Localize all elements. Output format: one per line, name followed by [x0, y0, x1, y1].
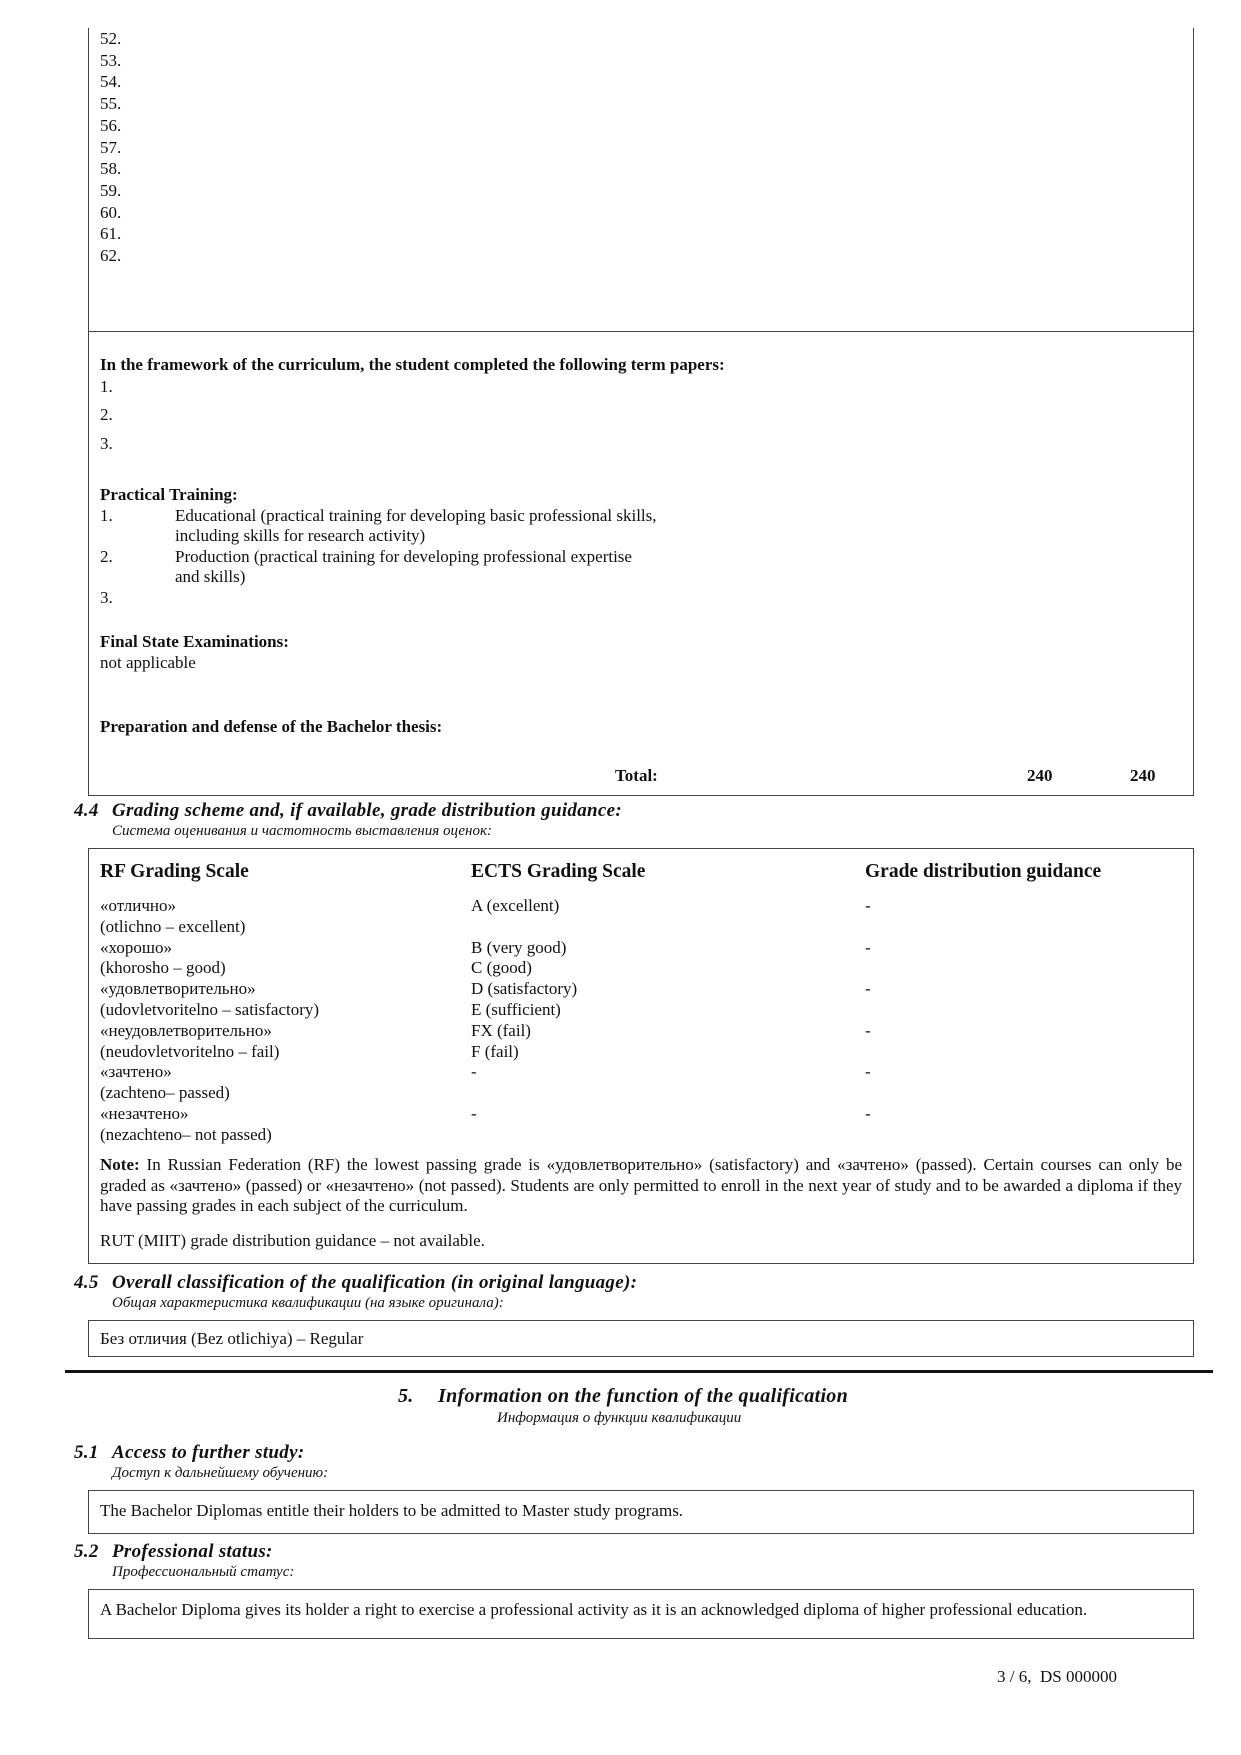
final-exams-value: not applicable: [100, 653, 196, 672]
section-5-1-heading: [74, 1442, 304, 1464]
section-title: Information on the function of the qualification: [438, 1385, 849, 1407]
total-label: Total:: [615, 766, 658, 785]
rf-grade-line: (udovletvoritelno – satisfactory): [100, 999, 320, 1019]
term-paper-item: 3.: [100, 434, 113, 453]
section-title: Access to further study:: [112, 1442, 305, 1463]
rf-grade-line: «незачтено»: [100, 1103, 189, 1123]
distribution-line: [865, 917, 871, 938]
course-number: 54.: [100, 72, 122, 92]
course-number: 52.: [100, 29, 122, 48]
practical-item-text: Educational (practical training for developing basic professional skills,: [175, 506, 657, 525]
professional-status-value: A Bachelor Diploma gives its holder a right to exercise a professional activity as it is an acknowledged diploma of higher professional education.: [100, 1600, 1088, 1619]
ects-grade-line: FX (fail): [471, 1020, 531, 1040]
rf-grade-line: (otlichno – excellent): [100, 916, 246, 936]
section-4-4-heading: [74, 800, 622, 822]
ects-grade-line: [471, 1125, 577, 1146]
total-value-1: 240: [1027, 766, 1053, 785]
thesis-heading: Preparation and defense of the Bachelor thesis:: [100, 717, 443, 736]
practical-item-number: 3.: [100, 588, 113, 607]
course-list-box: [88, 28, 1194, 332]
course-number: 60.: [100, 202, 122, 222]
page-number: 3 / 6,: [997, 1667, 1032, 1686]
rf-grade-line: «зачтено»: [100, 1062, 172, 1082]
ects-grade-line: -: [471, 1062, 477, 1082]
ects-grade-line: C (good): [471, 958, 532, 978]
course-number: 61.: [100, 224, 122, 244]
practical-item-text: including skills for research activity): [175, 526, 426, 545]
rf-grade-line: «хорошо»: [100, 937, 172, 957]
grade-distribution-header: Grade distribution guidance: [865, 861, 1102, 882]
practical-item-text: Production (practical training for developing professional expertise: [175, 547, 632, 566]
final-exams-heading: Final State Examinations:: [100, 632, 289, 651]
section-number: 5.2: [74, 1541, 99, 1562]
document-id: DS 000000: [1040, 1667, 1117, 1686]
grading-note: [100, 1155, 1182, 1217]
rf-grade-line: «удовлетворительно»: [100, 979, 256, 999]
ects-grade-line: A (excellent): [471, 896, 560, 915]
section-number: 4.4: [74, 800, 99, 821]
ects-grade-line: D (satisfactory): [471, 979, 578, 999]
section-number: 5.1: [74, 1442, 99, 1463]
rf-grade-line: (zachteno– passed): [100, 1083, 230, 1103]
ects-grade-line: [471, 1083, 577, 1104]
section-4-4-subtitle: Система оценивания и частотность выставления оценок:: [112, 823, 492, 839]
term-papers-heading: In the framework of the curriculum, the student completed the following term papers:: [100, 355, 725, 374]
section-title: Overall classification of the qualification (in original language):: [112, 1272, 638, 1293]
rf-grade-line: (khorosho – good): [100, 958, 226, 978]
course-number: 55.: [100, 94, 122, 114]
total-value-2: 240: [1130, 766, 1156, 785]
course-number: 56.: [100, 115, 122, 135]
distribution-line: -: [865, 896, 871, 915]
section-5-2-subtitle: Профессиональный статус:: [112, 1564, 295, 1580]
further-study-value: The Bachelor Diplomas entitle their holders to be admitted to Master study programs.: [100, 1501, 684, 1520]
rf-grade-line: (neudovletvoritelno – fail): [100, 1041, 280, 1061]
rf-grade-line: «неудовлетворительно»: [100, 1020, 272, 1040]
distribution-line: [865, 1125, 871, 1146]
course-number: 57.: [100, 137, 122, 157]
section-number: 5.: [398, 1385, 414, 1407]
practical-training-heading: Practical Training:: [100, 485, 238, 504]
section-4-5-heading: [74, 1272, 637, 1294]
section-5-subtitle: Информация о функции квалификации: [497, 1410, 742, 1426]
course-number: 58.: [100, 159, 122, 179]
section-4-5-subtitle: Общая характеристика квалификации (на языке оригинала):: [112, 1295, 504, 1311]
course-number-list: [100, 28, 121, 267]
page-footer: [997, 1667, 1117, 1687]
distribution-line: -: [865, 979, 871, 999]
ects-grading-scale-header: ECTS Grading Scale: [471, 861, 646, 882]
distribution-line: [865, 958, 871, 979]
rf-grading-scale-header: RF Grading Scale: [100, 861, 249, 882]
section-divider: [65, 1370, 1213, 1373]
distribution-line: [865, 1000, 871, 1021]
distribution-line: [865, 1042, 871, 1063]
term-paper-item: 2.: [100, 405, 113, 424]
section-number: 4.5: [74, 1272, 99, 1293]
ects-scale-column: [471, 896, 577, 1146]
section-5-heading: [398, 1385, 848, 1408]
ects-grade-line: B (very good): [471, 937, 567, 957]
rut-grade-note: RUT (MIIT) grade distribution guidance – not available.: [100, 1231, 485, 1250]
section-title: Professional status:: [112, 1541, 273, 1562]
ects-grade-line: [471, 917, 577, 938]
classification-value: Без отличия (Bez otlichiya) – Regular: [100, 1329, 364, 1348]
distribution-line: -: [865, 1103, 871, 1123]
term-paper-item: 1.: [100, 377, 113, 396]
distribution-line: -: [865, 1020, 871, 1040]
ects-grade-line: E (sufficient): [471, 999, 561, 1019]
rf-scale-column: [100, 896, 319, 1146]
section-5-1-subtitle: Доступ к дальнейшему обучению:: [112, 1465, 329, 1481]
course-number: 53.: [100, 50, 122, 70]
distribution-line: [865, 1083, 871, 1104]
ects-grade-line: F (fail): [471, 1041, 519, 1061]
distribution-line: -: [865, 1062, 871, 1082]
course-number: 62.: [100, 246, 122, 266]
ects-grade-line: -: [471, 1103, 477, 1123]
distribution-line: -: [865, 937, 871, 957]
note-text: In Russian Federation (RF) the lowest passing grade is «удовлетворительно» (satisfactory) and «зачтено» (passed). Certain courses can only be graded as «зачтено» (passed) or «незачтено» (not passed). Students are only permitted to enroll in the next year of study and to be awarded a diploma if they have passing grades in each subject of the curriculum.: [100, 1155, 1182, 1215]
note-label: Note:: [100, 1155, 140, 1174]
course-number: 59.: [100, 180, 122, 200]
practical-item-number: 2.: [100, 547, 113, 566]
rf-grade-line: (nezachteno– not passed): [100, 1124, 272, 1144]
section-5-2-heading: [74, 1541, 273, 1563]
distribution-column: [865, 896, 871, 1146]
practical-item-text: and skills): [175, 567, 246, 586]
practical-item-number: 1.: [100, 506, 113, 525]
rf-grade-line: «отлично»: [100, 896, 177, 915]
section-title: Grading scheme and, if available, grade distribution guidance:: [112, 800, 622, 821]
